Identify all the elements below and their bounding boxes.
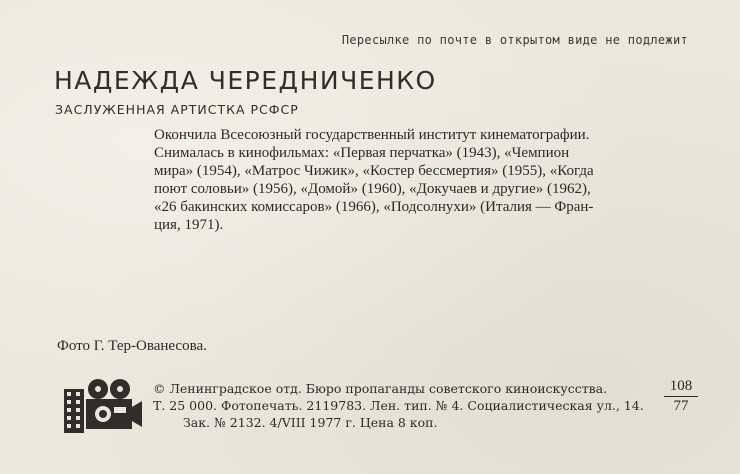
catalog-fraction	[664, 378, 698, 415]
imprint-line: © Ленинградское отд. Бюро пропаганды советского киноискусства.	[153, 381, 608, 396]
imprint-line: Зак. № 2132. 4/VIII 1977 г. Цена 8 коп.	[183, 415, 438, 430]
imprint	[153, 380, 673, 431]
bio-line: Окончила Всесоюзный государственный институт кинематографии.	[154, 127, 590, 143]
bio-line: мира» (1954), «Матрос Чижик», «Костер бессмертия» (1955), «Когда	[154, 163, 594, 179]
fraction-denominator: 77	[673, 398, 689, 414]
actress-name: НАДЕЖДА ЧЕРЕДНИЧЕНКО	[54, 66, 437, 95]
fraction-numerator: 108	[664, 378, 698, 397]
honorary-title: ЗАСЛУЖЕННАЯ АРТИСТКА РСФСР	[55, 102, 299, 117]
imprint-line: Т. 25 000. Фотопечать. 2119783. Лен. тип. № 4. Социалистическая ул., 14.	[153, 398, 644, 413]
bio-line: ция, 1971).	[154, 217, 224, 233]
biography	[154, 126, 694, 234]
bio-line: Снималась в кинофильмах: «Первая перчатка» (1943), «Чемпион	[154, 145, 570, 161]
film-camera-logo-icon	[62, 377, 144, 435]
bio-line: «26 бакинских комиссаров» (1966), «Подсолнухи» (Италия — Фран-	[154, 199, 594, 215]
mail-notice: Пересылке по почте в открытом виде не подлежит	[341, 33, 688, 47]
photo-credit: Фото Г. Тер-Ованесова.	[57, 338, 207, 354]
bio-line: поют соловьи» (1956), «Домой» (1960), «Докучаев и другие» (1962),	[154, 181, 591, 197]
